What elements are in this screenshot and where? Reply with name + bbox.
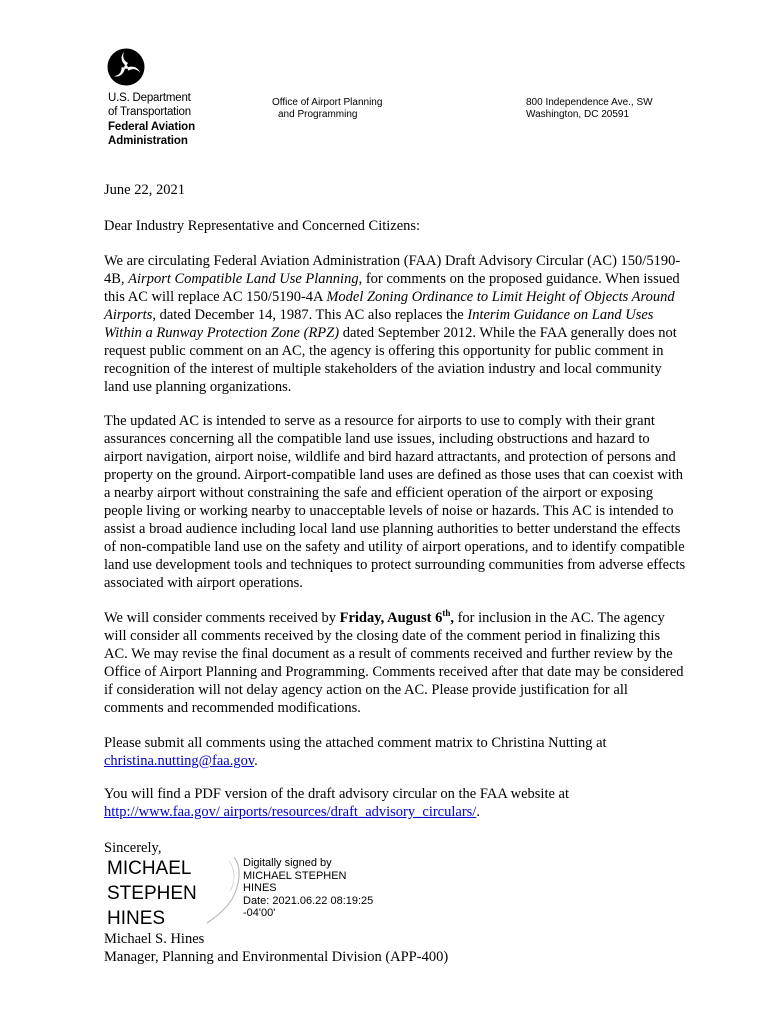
office-name: [272, 97, 382, 121]
p4-text-2: .: [254, 753, 258, 769]
p1-text-3: , dated December 14, 1987. This AC also replaces the: [152, 307, 468, 323]
address-line-1: 800 Independence Ave., SW: [526, 97, 653, 108]
paragraph-5: [104, 785, 686, 821]
paragraph-3: [104, 609, 686, 717]
agency-line-2: Administration: [108, 134, 188, 147]
signature-name-line-3: HINES: [107, 908, 166, 929]
signature-stroke-icon: [204, 855, 244, 925]
signature-name-line-2: STEPHEN: [107, 883, 197, 904]
signature-name-line-1: MICHAEL: [107, 858, 192, 879]
paragraph-2: The updated AC is intended to serve as a resource for airports to use to comply with their grant assurances concerning all the compatible land use issues, including obstructions and hazard to airport navigation, airport noise, wildlife and bird hazard attractants, and protection of persons and property on the ground. Airport-compatible land uses are defined as those uses that can coexist with a nearby airport without constraining the safe and efficient operation of the airport or exposing people living or working nearby to unacceptable levels of noise or hazards. This AC is intended to assist a broad audience including local land use planning authorities to better understand the effects of non-compatible land use on the safety and utility of airport operations, and to identify compatible land use development tools and techniques to protect surrounding communities from adverse effects associated with airport operations.: [104, 413, 686, 591]
agency-line-1: Federal Aviation: [108, 121, 196, 133]
signer-name: Michael S. Hines: [104, 931, 205, 947]
digital-line-1: Digitally signed by: [243, 857, 332, 869]
letter-date: June 22, 2021: [104, 182, 185, 198]
department-name: [108, 91, 191, 119]
digital-line-5: -04'00': [243, 907, 276, 919]
dot-triskelion-logo-icon: [107, 48, 145, 86]
paragraph-1: [104, 252, 686, 396]
p3-text-2: for inclusion in the AC. The agency will consider all comments received by the closing date of the comment period in finalizing this AC. We may revise the final document as a result of comments received and further review by the Office of Airport Planning and Programming. Comments received after that date may be considered if consideration will not delay agency action on the AC. Please provide justification for all comments and recommended modifications.: [104, 610, 684, 716]
office-address: [526, 97, 653, 121]
p1-text-2: , for comments on the proposed guidance. When issued this AC will replace AC 150/5190-4A: [104, 271, 680, 305]
p5-text-2: .: [476, 804, 480, 820]
p1-replaced-ac-title: Model Zoning Ordinance to Limit Height of Objects Around Airports: [104, 289, 675, 323]
p3-deadline-text: Friday, August 6: [339, 610, 443, 626]
digital-line-2: MICHAEL STEPHEN: [243, 869, 347, 882]
office-line-1: Office of Airport Planning: [272, 97, 383, 108]
p3-deadline-suffix: th: [442, 608, 451, 619]
signature-name: [107, 856, 197, 931]
digital-line-3: HINES: [243, 882, 277, 894]
signer-title: Manager, Planning and Environmental Division (APP-400): [104, 949, 449, 965]
digital-signature-details: [243, 857, 373, 920]
p1-text-4: dated September 2012. While the FAA generally does not request public comment on an AC, the agency is offering this opportunity for public comment in recognition of the interest of multiple stakeholders of the aviation industry and local community land use planning organizations.: [104, 325, 677, 395]
p5-text-1: You will find a PDF version of the draft advisory circular on the FAA website at: [104, 786, 570, 802]
website-link[interactable]: http://www.faa.gov/ airports/resources/draft_advisory_circulars/: [104, 804, 477, 820]
address-line-2: Washington, DC 20591: [526, 109, 630, 120]
p1-interim-guidance-title: Interim Guidance on Land Uses Within a Runway Protection Zone (RPZ): [104, 307, 654, 341]
p1-text-1: We are circulating Federal Aviation Administration (FAA) Draft Advisory Circular (AC) 150/5190-4B,: [104, 253, 681, 287]
paragraph-4: [104, 734, 686, 770]
email-link[interactable]: christina.nutting@faa.gov: [104, 753, 255, 769]
department-line-2: of Transportation: [108, 106, 191, 118]
p3-text-1: We will consider comments received by: [104, 610, 340, 626]
digital-line-4: Date: 2021.06.22 08:19:25: [243, 894, 374, 907]
department-line-1: U.S. Department: [108, 92, 191, 104]
agency-name: [108, 121, 195, 148]
office-line-2: and Programming: [278, 109, 358, 120]
p1-ac-title: Airport Compatible Land Use Planning: [128, 271, 359, 287]
p3-deadline: [340, 610, 454, 626]
closing: Sincerely,: [104, 840, 162, 856]
p4-text-1: Please submit all comments using the attached comment matrix to Christina Nutting at: [104, 735, 607, 751]
p3-deadline-comma: ,: [450, 610, 454, 626]
salutation: Dear Industry Representative and Concerned Citizens:: [104, 218, 421, 234]
